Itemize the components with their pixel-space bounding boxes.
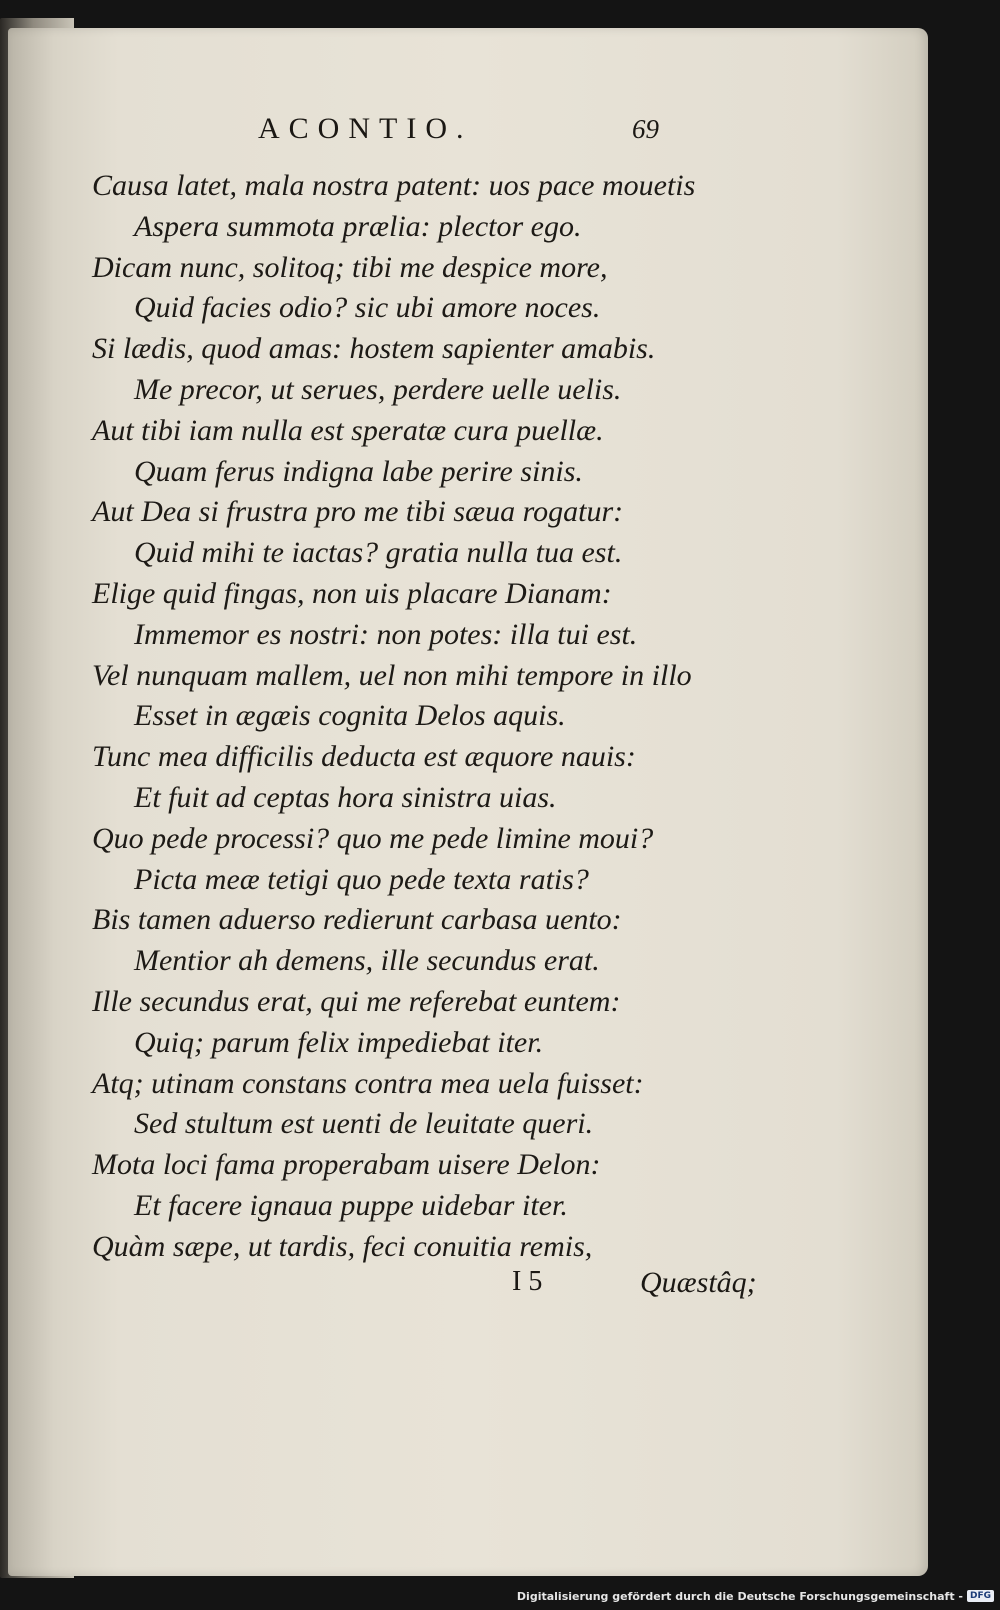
- catchword: Quæstâq;: [640, 1266, 757, 1299]
- running-head-title: ACONTIO.: [258, 112, 473, 145]
- verse-line: Et fuit ad ceptas hora sinistra uias.: [134, 780, 557, 814]
- digitization-credit: [517, 1586, 994, 1606]
- verse-line: Si lædis, quod amas: hostem sapienter amabis.: [92, 332, 656, 366]
- verse-line: Quo pede processi? quo me pede limine moui?: [92, 821, 654, 855]
- running-head: [0, 112, 1000, 152]
- verse-line: Bis tamen aduerso redierunt carbasa uento:: [92, 903, 622, 937]
- verse-line: Et facere ignaua puppe uidebar iter.: [134, 1188, 568, 1222]
- verse-line: Mentior ah demens, ille secundus erat.: [134, 944, 600, 978]
- catch-line: [0, 1266, 1000, 1306]
- verse-line: Elige quid fingas, non uis placare Dianam:: [92, 576, 612, 610]
- verse-line: Me precor, ut serues, perdere uelle uelis.: [134, 372, 622, 406]
- verse-line: Causa latet, mala nostra patent: uos pace mouetis: [92, 169, 696, 202]
- verse-line: Quiq; parum felix impediebat iter.: [134, 1025, 544, 1059]
- credit-text: Digitalisierung gefördert durch die Deutsche Forschungsgemeinschaft -: [516, 1589, 963, 1603]
- verse-line: Aspera summota prælia: plector ego.: [134, 209, 582, 243]
- verse-line: Tunc mea difficilis deducta est æquore nauis:: [92, 740, 636, 774]
- verse-line: Quid mihi te iactas? gratia nulla tua est.: [134, 536, 623, 570]
- verse-line: Quid facies odio? sic ubi amore noces.: [134, 291, 601, 325]
- verse-line: Atq; utinam constans contra mea uela fuisset:: [92, 1066, 644, 1100]
- verse-line: Picta meæ tetigi quo pede texta ratis?: [134, 862, 589, 896]
- page-number: 69: [632, 114, 659, 144]
- verse-block: [0, 166, 1000, 1268]
- verse-line: Quam ferus indigna labe perire sinis.: [134, 454, 583, 488]
- verse-line: Dicam nunc, solitoq; tibi me despice more,: [92, 250, 608, 284]
- verse-line: Vel nunquam mallem, uel non mihi tempore in illo: [92, 658, 692, 692]
- verse-line: Sed stultum est uenti de leuitate queri.: [134, 1107, 594, 1141]
- verse-line: Immemor es nostri: non potes: illa tui est.: [134, 617, 638, 651]
- verse-line: Ille secundus erat, qui me referebat euntem:: [92, 984, 621, 1018]
- verse-line: Aut Dea si frustra pro me tibi sæua rogatur:: [92, 495, 624, 529]
- verse-line: Aut tibi iam nulla est speratæ cura puellæ.: [92, 413, 604, 447]
- dfg-logo-icon: DFG: [967, 1590, 994, 1602]
- verse-line: Esset in ægæis cognita Delos aquis.: [134, 699, 566, 733]
- signature-mark: I 5: [512, 1266, 543, 1297]
- verse-line: Quàm sæpe, ut tardis, feci conuitia remis,: [92, 1229, 593, 1263]
- verse-line: Mota loci fama properabam uisere Delon:: [92, 1148, 601, 1182]
